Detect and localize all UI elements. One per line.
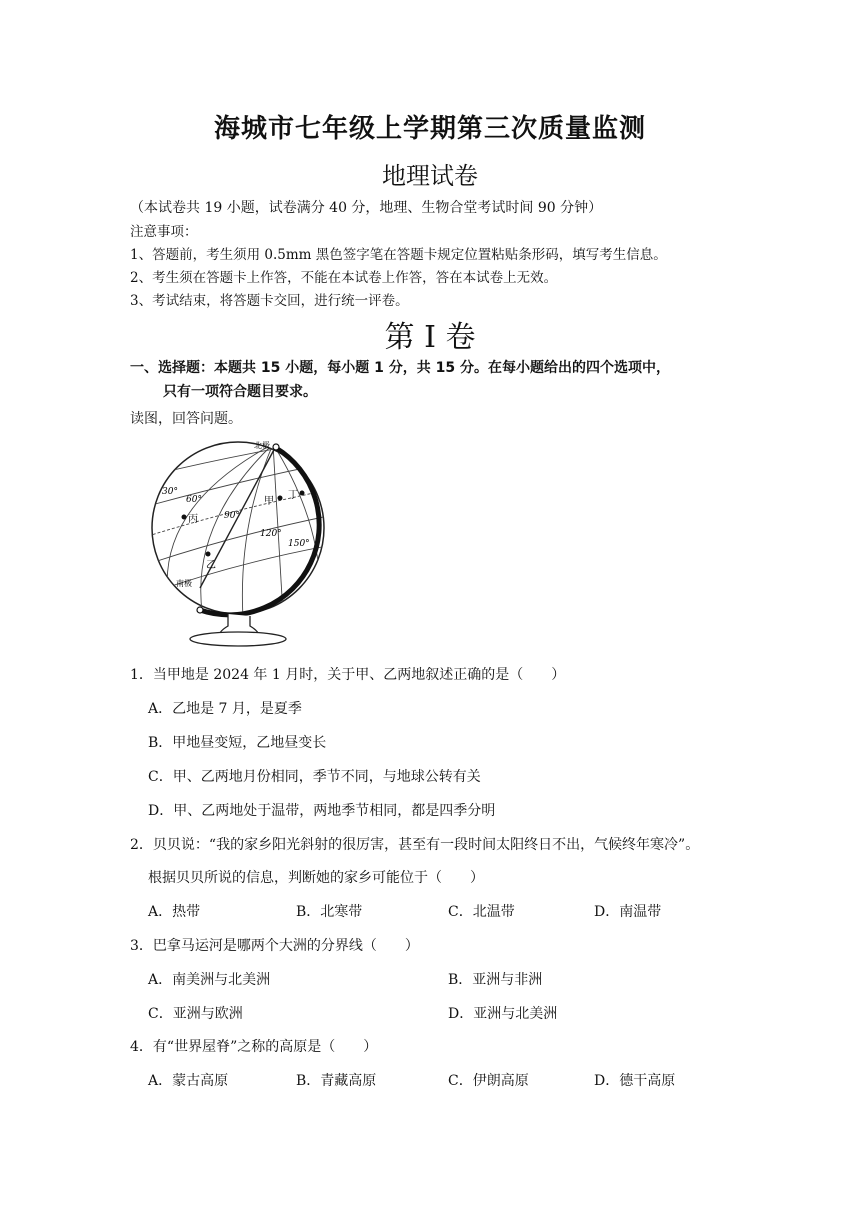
question-2-stem-cont: 根据贝贝所说的信息，判断她的家乡可能位于（ ） (148, 870, 484, 886)
question-3-option-d: D．亚洲与北美洲 (448, 1006, 558, 1022)
point-ding (300, 491, 305, 496)
notes-heading: 注意事项： (130, 224, 198, 240)
question-2-option-a: A．热带 (148, 904, 201, 920)
question-1-option-d: D．甲、乙两地处于温带，两地季节相同，都是四季分明 (148, 803, 496, 819)
question-2-option-b: B．北寒带 (296, 904, 363, 920)
question-4-option-a: A．蒙古高原 (148, 1073, 229, 1089)
point-jia (278, 496, 283, 501)
globe-figure (148, 436, 338, 648)
question-4-option-c: C．伊朗高原 (448, 1073, 529, 1089)
question-1-option-c: C．甲、乙两地月份相同，季节不同，与地球公转有关 (148, 769, 481, 785)
section-heading: 一、选择题：本题共 15 小题，每小题 1 分，共 15 分。在每小题给出的四个选项中， (130, 360, 670, 376)
note-item: 1、答题前，考生须用 0.5mm 黑色签字笔在答题卡规定位置粘贴条形码，填写考生信息。 (130, 247, 667, 263)
page-subtitle: 地理试卷 (382, 162, 478, 190)
lat-30-label: 30° (162, 487, 178, 497)
point-ding-label: 丁 (288, 490, 298, 501)
note-item: 2、考生须在答题卡上作答，不能在本试卷上作答，答在本试卷上无效。 (130, 270, 558, 286)
point-jia-label: 甲 (264, 496, 274, 507)
exam-info: （本试卷共 19 小题，试卷满分 40 分，地理、生物合堂考试时间 90 分钟） (130, 200, 603, 216)
question-2-option-c: C．北温带 (448, 904, 515, 920)
instruction: 读图，回答问题。 (130, 411, 242, 427)
point-yi (206, 552, 211, 557)
volume-title: 第 I 卷 (384, 320, 476, 355)
question-2-option-d: D．南温带 (594, 904, 662, 920)
south-pole-label: 南极 (176, 579, 192, 588)
lon-150-label: 150° (288, 539, 310, 549)
question-1-option-b: B．甲地昼变短，乙地昼变长 (148, 735, 327, 751)
point-yi-label: 乙 (206, 560, 216, 571)
lon-120-label: 120° (260, 529, 282, 539)
page-title: 海城市七年级上学期第三次质量监测 (213, 114, 646, 144)
question-2-stem: 2．贝贝说：“我的家乡阳光斜射的很厉害，甚至有一段时间太阳终日不出，气候终年寒冷”。 (130, 837, 700, 853)
question-3-option-b: B．亚洲与非洲 (448, 972, 543, 988)
note-item: 3、考试结束，将答题卡交回，进行统一评卷。 (130, 293, 409, 309)
question-3-option-a: A．南美洲与北美洲 (148, 972, 271, 988)
section-heading-cont: 只有一项符合题目要求。 (163, 384, 317, 400)
lon-90-label: 90° (224, 511, 240, 521)
question-1-stem: 1．当甲地是 2024 年 1 月时，关于甲、乙两地叙述正确的是（ ） (130, 667, 566, 683)
point-bing (182, 515, 187, 520)
question-1-option-a: A．乙地是 7 月，是夏季 (148, 701, 302, 717)
north-pole-label: 北极 (254, 441, 270, 450)
question-3-stem: 3．巴拿马运河是哪两个大洲的分界线（ ） (130, 938, 419, 954)
lat-60-label: 60° (186, 495, 202, 505)
question-4-stem: 4．有“世界屋脊”之称的高原是（ ） (130, 1039, 378, 1055)
question-3-option-c: C．亚洲与欧洲 (148, 1006, 243, 1022)
question-4-option-d: D．德干高原 (594, 1073, 676, 1089)
question-4-option-b: B．青藏高原 (296, 1073, 377, 1089)
point-bing-label: 丙 (188, 514, 198, 525)
